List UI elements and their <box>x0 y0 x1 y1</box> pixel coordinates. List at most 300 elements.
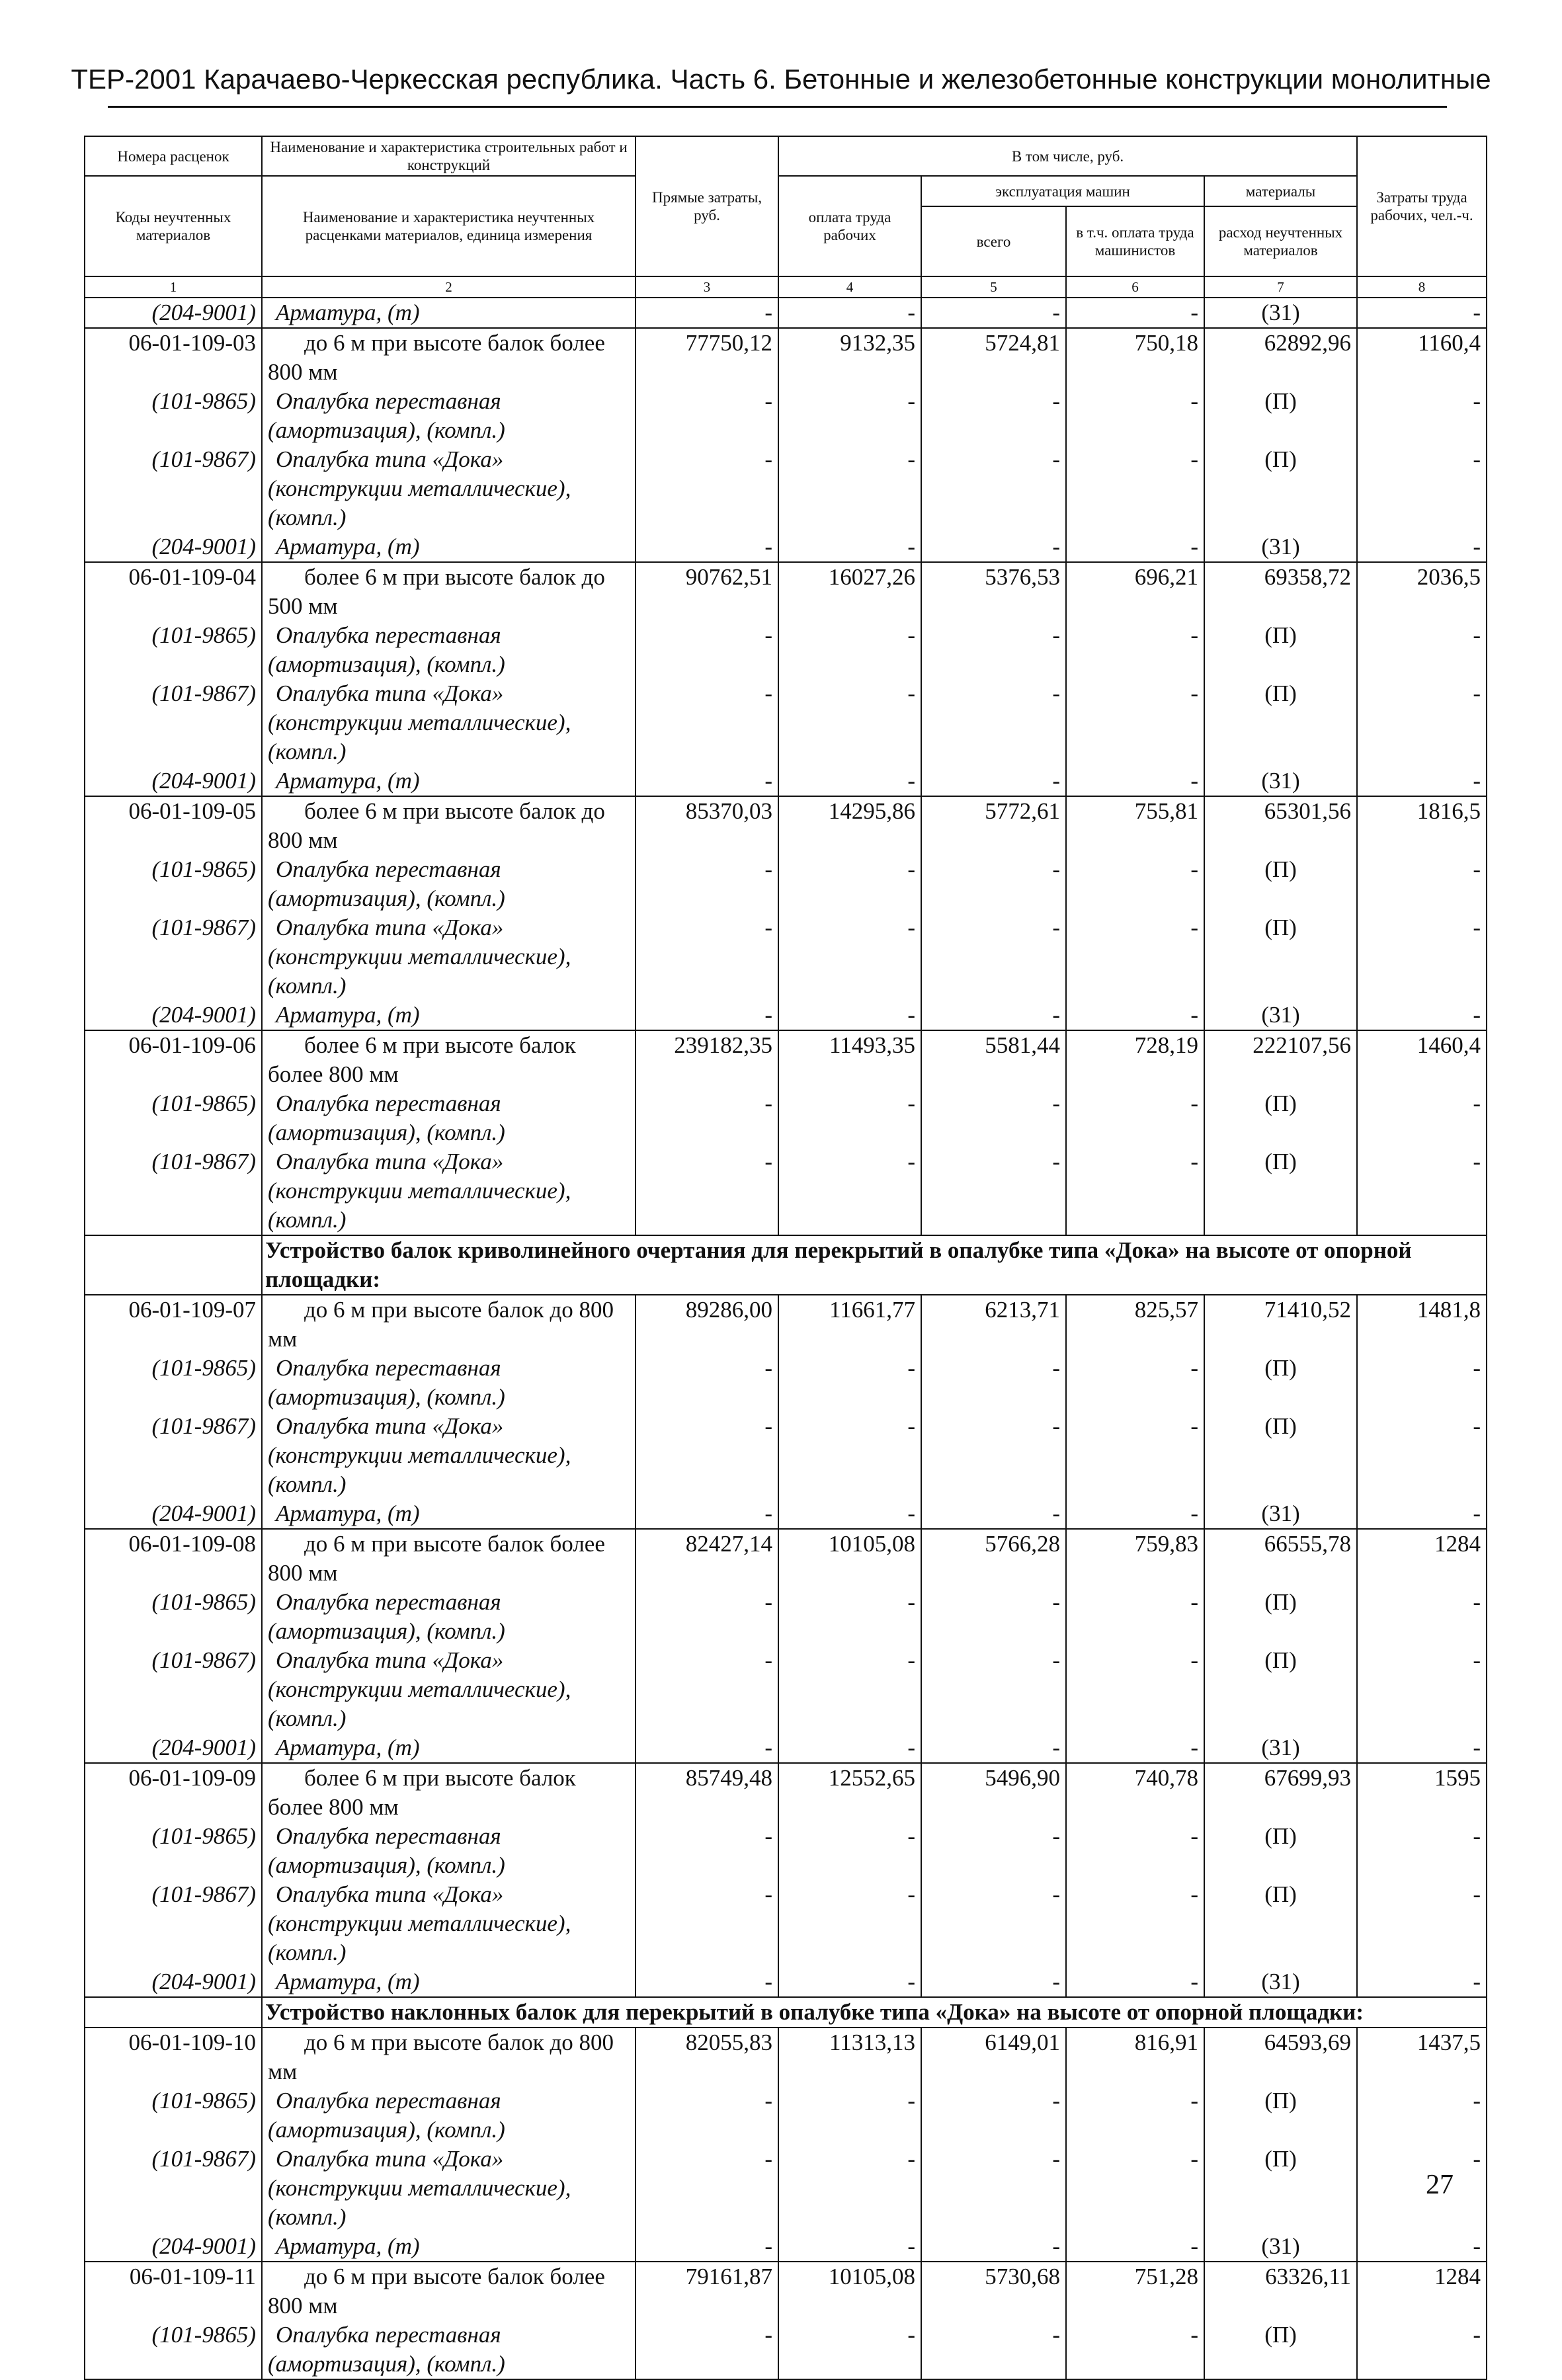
direct-costs-cell: - <box>636 1880 778 1967</box>
machinist-pay-cell: - <box>1066 298 1204 328</box>
labor-pay-cell: - <box>778 2232 921 2262</box>
labor-pay-cell: - <box>778 1588 921 1646</box>
direct-costs-cell: - <box>636 2145 778 2232</box>
machine-total-cell: - <box>921 855 1066 913</box>
labor-pay-cell: 11661,77 <box>778 1295 921 1354</box>
machinist-pay-cell: - <box>1066 855 1204 913</box>
material-row <box>85 621 1487 679</box>
machine-total-cell: - <box>921 2086 1066 2145</box>
material-description: Опалубка переставная (амортизация), (компл.) <box>262 1822 636 1880</box>
machinist-pay-cell: - <box>1066 2145 1204 2232</box>
machinist-pay-cell: 750,18 <box>1066 328 1204 387</box>
materials-cell: 62892,96 <box>1204 328 1357 387</box>
machinist-pay-cell: 751,28 <box>1066 2262 1204 2320</box>
machinist-pay-cell: - <box>1066 445 1204 532</box>
rate-code: 06-01-109-10 <box>85 2028 262 2086</box>
materials-cell: (П) <box>1204 1354 1357 1412</box>
labor-pay-cell: - <box>778 2320 921 2379</box>
column-number: 8 <box>1357 276 1487 298</box>
section-heading: Устройство балок криволинейного очертания для перекрытий в опалубке типа «Дока» на высоте от опорной площадки: <box>262 1235 1487 1295</box>
materials-cell: 63326,11 <box>1204 2262 1357 2320</box>
direct-costs-cell: - <box>636 1354 778 1412</box>
labor-costs-cell: 1284 <box>1357 1529 1487 1588</box>
material-row <box>85 1733 1487 1763</box>
labor-pay-cell: - <box>778 1646 921 1733</box>
machinist-pay-cell: - <box>1066 1967 1204 1997</box>
header-codes-unaccounted: Коды неучтенных материалов <box>85 176 262 276</box>
machine-total-cell: 5724,81 <box>921 328 1066 387</box>
labor-pay-cell: - <box>778 1880 921 1967</box>
header-name-works: Наименование и характеристика строительных работ и конструкций <box>262 136 636 176</box>
machine-total-cell: - <box>921 298 1066 328</box>
machine-total-cell: - <box>921 621 1066 679</box>
material-row <box>85 2232 1487 2262</box>
machine-total-cell: - <box>921 913 1066 1001</box>
machinist-pay-cell: - <box>1066 2086 1204 2145</box>
machinist-pay-cell: - <box>1066 621 1204 679</box>
machinist-pay-cell: - <box>1066 1354 1204 1412</box>
labor-pay-cell: - <box>778 621 921 679</box>
machinist-pay-cell: - <box>1066 1880 1204 1967</box>
materials-cell: (П) <box>1204 1822 1357 1880</box>
material-description: Опалубка переставная (амортизация), (компл.) <box>262 1588 636 1646</box>
labor-costs-cell: - <box>1357 1001 1487 1030</box>
header-name-materials: Наименование и характеристика неучтенных расценками материалов, единица измерения <box>262 176 636 276</box>
material-description: Опалубка переставная (амортизация), (компл.) <box>262 1354 636 1412</box>
direct-costs-cell: - <box>636 2320 778 2379</box>
labor-costs-cell: - <box>1357 1499 1487 1529</box>
materials-cell: 65301,56 <box>1204 796 1357 855</box>
direct-costs-cell: - <box>636 1646 778 1733</box>
material-row <box>85 1880 1487 1967</box>
labor-costs-cell: - <box>1357 855 1487 913</box>
materials-cell: (П) <box>1204 1880 1357 1967</box>
material-description: Опалубка типа «Дока» (конструкции металлические), (компл.) <box>262 1646 636 1733</box>
material-row <box>85 2145 1487 2232</box>
rates-table <box>84 136 1487 2380</box>
material-description: Опалубка типа «Дока» (конструкции металлические), (компл.) <box>262 679 636 766</box>
labor-pay-cell: - <box>778 679 921 766</box>
material-row <box>85 913 1487 1001</box>
labor-costs-cell: - <box>1357 1089 1487 1147</box>
material-row <box>85 679 1487 766</box>
material-code: (204-9001) <box>85 766 262 796</box>
labor-costs-cell: - <box>1357 2086 1487 2145</box>
machine-total-cell: - <box>921 766 1066 796</box>
machine-total-cell: - <box>921 1880 1066 1967</box>
labor-pay-cell: - <box>778 1733 921 1763</box>
labor-pay-cell: - <box>778 1967 921 1997</box>
direct-costs-cell: - <box>636 1147 778 1235</box>
materials-cell: (31) <box>1204 1499 1357 1529</box>
labor-costs-cell: - <box>1357 532 1487 562</box>
material-code: (204-9001) <box>85 298 262 328</box>
machine-total-cell: 5766,28 <box>921 1529 1066 1588</box>
header-unaccounted-consumption: расход неучтенных материалов <box>1204 206 1357 276</box>
labor-pay-cell: - <box>778 2145 921 2232</box>
labor-costs-cell: - <box>1357 1147 1487 1235</box>
materials-cell: 64593,69 <box>1204 2028 1357 2086</box>
material-description: Арматура, (т) <box>262 1499 636 1529</box>
column-number: 2 <box>262 276 636 298</box>
materials-cell: (П) <box>1204 2320 1357 2379</box>
material-description: Арматура, (т) <box>262 1967 636 1997</box>
machinist-pay-cell: - <box>1066 766 1204 796</box>
material-description: Арматура, (т) <box>262 766 636 796</box>
materials-cell: (П) <box>1204 2086 1357 2145</box>
direct-costs-cell: - <box>636 1967 778 1997</box>
labor-pay-cell: 14295,86 <box>778 796 921 855</box>
header-direct-costs: Прямые затраты, руб. <box>636 136 778 276</box>
material-row <box>85 2086 1487 2145</box>
rate-code: 06-01-109-07 <box>85 1295 262 1354</box>
labor-pay-cell: - <box>778 1822 921 1880</box>
machine-total-cell: 6213,71 <box>921 1295 1066 1354</box>
labor-costs-cell: - <box>1357 1412 1487 1499</box>
direct-costs-cell: - <box>636 1822 778 1880</box>
rate-description: до 6 м при высоте балок более 800 мм <box>262 2262 636 2320</box>
direct-costs-cell: 89286,00 <box>636 1295 778 1354</box>
labor-pay-cell: - <box>778 1001 921 1030</box>
machine-total-cell: 5496,90 <box>921 1763 1066 1822</box>
labor-costs-cell: - <box>1357 1646 1487 1733</box>
material-code: (101-9865) <box>85 855 262 913</box>
materials-cell: (31) <box>1204 532 1357 562</box>
labor-costs-cell: - <box>1357 766 1487 796</box>
rate-code: 06-01-109-04 <box>85 562 262 621</box>
header-rates-number: Номера расценок <box>85 136 262 176</box>
machine-total-cell: 5581,44 <box>921 1030 1066 1089</box>
material-row <box>85 1646 1487 1733</box>
rate-description: более 6 м при высоте балок более 800 мм <box>262 1763 636 1822</box>
material-description: Опалубка типа «Дока» (конструкции металлические), (компл.) <box>262 1880 636 1967</box>
machinist-pay-cell: 759,83 <box>1066 1529 1204 1588</box>
direct-costs-cell: - <box>636 1089 778 1147</box>
labor-pay-cell: 11493,35 <box>778 1030 921 1089</box>
material-row <box>85 1147 1487 1235</box>
machinist-pay-cell: 825,57 <box>1066 1295 1204 1354</box>
machinist-pay-cell: - <box>1066 387 1204 445</box>
material-code: (101-9867) <box>85 1646 262 1733</box>
machinist-pay-cell: 740,78 <box>1066 1763 1204 1822</box>
material-description: Арматура, (т) <box>262 1001 636 1030</box>
materials-cell: (П) <box>1204 621 1357 679</box>
labor-costs-cell: - <box>1357 1880 1487 1967</box>
machinist-pay-cell: - <box>1066 1733 1204 1763</box>
column-number: 4 <box>778 276 921 298</box>
materials-cell: (31) <box>1204 1733 1357 1763</box>
table-body <box>85 298 1487 2379</box>
labor-pay-cell: - <box>778 766 921 796</box>
material-code: (101-9865) <box>85 2320 262 2379</box>
material-code: (101-9867) <box>85 445 262 532</box>
material-description: Опалубка переставная (амортизация), (компл.) <box>262 2320 636 2379</box>
material-code: (204-9001) <box>85 2232 262 2262</box>
labor-costs-cell: 1816,5 <box>1357 796 1487 855</box>
rate-description: более 6 м при высоте балок до 500 мм <box>262 562 636 621</box>
machinist-pay-cell: - <box>1066 2320 1204 2379</box>
material-row <box>85 2320 1487 2379</box>
machinist-pay-cell: - <box>1066 1412 1204 1499</box>
labor-costs-cell: - <box>1357 1967 1487 1997</box>
materials-cell: (31) <box>1204 1001 1357 1030</box>
labor-pay-cell: 16027,26 <box>778 562 921 621</box>
header-including: В том числе, руб. <box>778 136 1357 176</box>
material-description: Опалубка типа «Дока» (конструкции металлические), (компл.) <box>262 1412 636 1499</box>
materials-cell: (П) <box>1204 1588 1357 1646</box>
material-code: (204-9001) <box>85 1499 262 1529</box>
material-row <box>85 1089 1487 1147</box>
machinist-pay-cell: - <box>1066 1001 1204 1030</box>
machinist-pay-cell: - <box>1066 2232 1204 2262</box>
column-number: 5 <box>921 276 1066 298</box>
direct-costs-cell: - <box>636 532 778 562</box>
rate-row <box>85 2028 1487 2086</box>
material-code: (101-9867) <box>85 679 262 766</box>
machine-total-cell: - <box>921 2232 1066 2262</box>
rate-description: до 6 м при высоте балок более 800 мм <box>262 1529 636 1588</box>
materials-cell: 69358,72 <box>1204 562 1357 621</box>
direct-costs-cell: 79161,87 <box>636 2262 778 2320</box>
machine-total-cell: - <box>921 387 1066 445</box>
section-heading-row <box>85 1235 1487 1295</box>
machine-total-cell: - <box>921 1412 1066 1499</box>
machine-total-cell: - <box>921 1646 1066 1733</box>
machinist-pay-cell: 728,19 <box>1066 1030 1204 1089</box>
labor-pay-cell: - <box>778 298 921 328</box>
section-heading: Устройство наклонных балок для перекрытий в опалубке типа «Дока» на высоте от опорной площадки: <box>262 1997 1487 2028</box>
machinist-pay-cell: - <box>1066 532 1204 562</box>
materials-cell: (31) <box>1204 1967 1357 1997</box>
machine-total-cell: 5772,61 <box>921 796 1066 855</box>
labor-costs-cell: - <box>1357 1822 1487 1880</box>
title-rule <box>108 106 1447 108</box>
materials-cell: 71410,52 <box>1204 1295 1357 1354</box>
direct-costs-cell: - <box>636 1733 778 1763</box>
direct-costs-cell: - <box>636 1499 778 1529</box>
material-code: (204-9001) <box>85 1001 262 1030</box>
labor-costs-cell: - <box>1357 679 1487 766</box>
rate-description: до 6 м при высоте балок до 800 мм <box>262 1295 636 1354</box>
material-code: (101-9867) <box>85 1147 262 1235</box>
material-row <box>85 445 1487 532</box>
materials-cell: (П) <box>1204 2145 1357 2232</box>
materials-cell: (31) <box>1204 766 1357 796</box>
labor-pay-cell: 10105,08 <box>778 1529 921 1588</box>
labor-pay-cell: 11313,13 <box>778 2028 921 2086</box>
labor-pay-cell: - <box>778 855 921 913</box>
materials-cell: (П) <box>1204 387 1357 445</box>
labor-costs-cell: - <box>1357 621 1487 679</box>
machine-total-cell: - <box>921 1733 1066 1763</box>
machinist-pay-cell: - <box>1066 1822 1204 1880</box>
machinist-pay-cell: - <box>1066 1646 1204 1733</box>
material-row <box>85 1967 1487 1997</box>
materials-cell: (П) <box>1204 445 1357 532</box>
labor-costs-cell: - <box>1357 1588 1487 1646</box>
direct-costs-cell: - <box>636 766 778 796</box>
labor-costs-cell: - <box>1357 2145 1487 2232</box>
material-code: (101-9867) <box>85 1412 262 1499</box>
rate-code: 06-01-109-09 <box>85 1763 262 1822</box>
labor-pay-cell: - <box>778 445 921 532</box>
rate-code: 06-01-109-03 <box>85 328 262 387</box>
direct-costs-cell: - <box>636 1588 778 1646</box>
labor-pay-cell: - <box>778 1089 921 1147</box>
material-row <box>85 1412 1487 1499</box>
machine-total-cell: - <box>921 679 1066 766</box>
labor-pay-cell: 12552,65 <box>778 1763 921 1822</box>
material-description: Арматура, (т) <box>262 532 636 562</box>
table-header <box>85 136 1487 298</box>
machinist-pay-cell: - <box>1066 1499 1204 1529</box>
machinist-pay-cell: - <box>1066 1588 1204 1646</box>
labor-costs-cell: - <box>1357 2232 1487 2262</box>
direct-costs-cell: - <box>636 1412 778 1499</box>
machinist-pay-cell: - <box>1066 1089 1204 1147</box>
rate-row <box>85 562 1487 621</box>
machinist-pay-cell: 755,81 <box>1066 796 1204 855</box>
materials-cell: (П) <box>1204 679 1357 766</box>
material-description: Опалубка типа «Дока» (конструкции металлические), (компл.) <box>262 445 636 532</box>
machinist-pay-cell: - <box>1066 1147 1204 1235</box>
direct-costs-cell: 82427,14 <box>636 1529 778 1588</box>
material-description: Арматура, (т) <box>262 298 636 328</box>
rate-row <box>85 1295 1487 1354</box>
labor-costs-cell: - <box>1357 1733 1487 1763</box>
material-row <box>85 298 1487 328</box>
material-row <box>85 766 1487 796</box>
material-code: (204-9001) <box>85 532 262 562</box>
direct-costs-cell: 239182,35 <box>636 1030 778 1089</box>
labor-costs-cell: - <box>1357 913 1487 1001</box>
material-code: (101-9867) <box>85 1880 262 1967</box>
material-description: Опалубка типа «Дока» (конструкции металлические), (компл.) <box>262 2145 636 2232</box>
material-code: (101-9865) <box>85 1089 262 1147</box>
direct-costs-cell: 85749,48 <box>636 1763 778 1822</box>
section-code-cell <box>85 1235 262 1295</box>
labor-pay-cell: - <box>778 1354 921 1412</box>
labor-costs-cell: 1460,4 <box>1357 1030 1487 1089</box>
direct-costs-cell: 82055,83 <box>636 2028 778 2086</box>
rate-code: 06-01-109-08 <box>85 1529 262 1588</box>
material-row <box>85 1001 1487 1030</box>
direct-costs-cell: - <box>636 2086 778 2145</box>
rate-code: 06-01-109-05 <box>85 796 262 855</box>
page-title: ТЕР-2001 Карачаево-Черкесская республика. Часть 6. Бетонные и железобетонные конструкции монолитные <box>71 63 1491 95</box>
material-description: Опалубка типа «Дока» (конструкции металлические), (компл.) <box>262 1147 636 1235</box>
rate-row <box>85 1030 1487 1089</box>
machine-total-cell: - <box>921 2145 1066 2232</box>
machinist-pay-cell: - <box>1066 679 1204 766</box>
material-description: Опалубка переставная (амортизация), (компл.) <box>262 387 636 445</box>
labor-pay-cell: - <box>778 1499 921 1529</box>
header-labor-costs: Затраты труда рабочих, чел.-ч. <box>1357 136 1487 276</box>
labor-pay-cell: - <box>778 532 921 562</box>
machinist-pay-cell: 816,91 <box>1066 2028 1204 2086</box>
material-row <box>85 1354 1487 1412</box>
labor-costs-cell: 1595 <box>1357 1763 1487 1822</box>
machine-total-cell: - <box>921 1588 1066 1646</box>
materials-cell: (31) <box>1204 298 1357 328</box>
materials-cell: 66555,78 <box>1204 1529 1357 1588</box>
page-number: 27 <box>1426 2170 1454 2200</box>
rate-row <box>85 796 1487 855</box>
labor-costs-cell: - <box>1357 387 1487 445</box>
material-description: Арматура, (т) <box>262 2232 636 2262</box>
materials-cell: 67699,93 <box>1204 1763 1357 1822</box>
material-code: (101-9865) <box>85 1588 262 1646</box>
column-number: 7 <box>1204 276 1357 298</box>
material-description: Арматура, (т) <box>262 1733 636 1763</box>
material-row <box>85 532 1487 562</box>
section-heading-row <box>85 1997 1487 2028</box>
material-row <box>85 1499 1487 1529</box>
machine-total-cell: - <box>921 532 1066 562</box>
rate-code: 06-01-109-06 <box>85 1030 262 1089</box>
header-materials: материалы <box>1204 176 1357 206</box>
direct-costs-cell: - <box>636 2232 778 2262</box>
materials-cell: 222107,56 <box>1204 1030 1357 1089</box>
rate-row <box>85 328 1487 387</box>
material-code: (101-9865) <box>85 1822 262 1880</box>
material-row <box>85 1822 1487 1880</box>
header-machine-operation: эксплуатация машин <box>921 176 1204 206</box>
header-machinist-pay: в т.ч. оплата труда машинистов <box>1066 206 1204 276</box>
machine-total-cell: - <box>921 1089 1066 1147</box>
machine-total-cell: - <box>921 445 1066 532</box>
machine-total-cell: 5730,68 <box>921 2262 1066 2320</box>
material-description: Опалубка переставная (амортизация), (компл.) <box>262 621 636 679</box>
section-code-cell <box>85 1997 262 2028</box>
rate-row <box>85 1529 1487 1588</box>
material-code: (101-9865) <box>85 1354 262 1412</box>
direct-costs-cell: - <box>636 621 778 679</box>
direct-costs-cell: - <box>636 1001 778 1030</box>
machinist-pay-cell: - <box>1066 913 1204 1001</box>
material-description: Опалубка переставная (амортизация), (компл.) <box>262 855 636 913</box>
column-number: 3 <box>636 276 778 298</box>
labor-costs-cell: 2036,5 <box>1357 562 1487 621</box>
labor-costs-cell: - <box>1357 298 1487 328</box>
rate-row <box>85 2262 1487 2320</box>
labor-pay-cell: 10105,08 <box>778 2262 921 2320</box>
labor-costs-cell: - <box>1357 2320 1487 2379</box>
rate-description: более 6 м при высоте балок более 800 мм <box>262 1030 636 1089</box>
material-description: Опалубка переставная (амортизация), (компл.) <box>262 2086 636 2145</box>
direct-costs-cell: - <box>636 913 778 1001</box>
column-number: 1 <box>85 276 262 298</box>
labor-pay-cell: 9132,35 <box>778 328 921 387</box>
rate-row <box>85 1763 1487 1822</box>
machine-total-cell: 6149,01 <box>921 2028 1066 2086</box>
materials-cell: (П) <box>1204 913 1357 1001</box>
labor-costs-cell: 1437,5 <box>1357 2028 1487 2086</box>
direct-costs-cell: 77750,12 <box>636 328 778 387</box>
machine-total-cell: - <box>921 1354 1066 1412</box>
rate-code: 06-01-109-11 <box>85 2262 262 2320</box>
direct-costs-cell: - <box>636 679 778 766</box>
machine-total-cell: - <box>921 1499 1066 1529</box>
direct-costs-cell: 85370,03 <box>636 796 778 855</box>
column-number: 6 <box>1066 276 1204 298</box>
materials-cell: (П) <box>1204 855 1357 913</box>
material-code: (101-9867) <box>85 2145 262 2232</box>
materials-cell: (31) <box>1204 2232 1357 2262</box>
materials-cell: (П) <box>1204 1089 1357 1147</box>
labor-costs-cell: 1284 <box>1357 2262 1487 2320</box>
machine-total-cell: 5376,53 <box>921 562 1066 621</box>
